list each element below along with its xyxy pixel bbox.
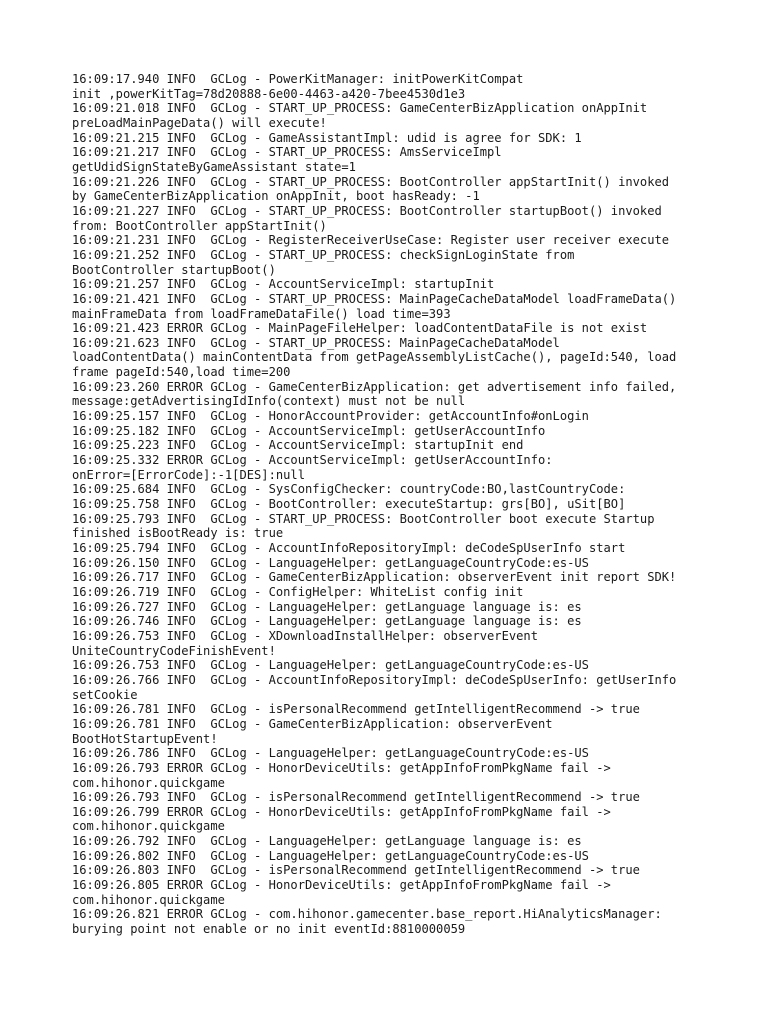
log-line: 16:09:26.799 ERROR GCLog - HonorDeviceUtils: getAppInfoFromPkgName fail -> bbox=[72, 804, 611, 819]
log-line: mainFrameData from loadFrameDataFile() load time=393 bbox=[72, 306, 451, 321]
log-line: 16:09:26.781 INFO GCLog - isPersonalRecommend getIntelligentRecommend -> true bbox=[72, 702, 640, 717]
log-line: BootHotStartupEvent! bbox=[72, 731, 218, 746]
log-line: 16:09:26.746 INFO GCLog - LanguageHelper: getLanguage language is: es bbox=[72, 614, 582, 629]
log-line: 16:09:25.223 INFO GCLog - AccountServiceImpl: startupInit end bbox=[72, 438, 524, 453]
log-line: 16:09:25.793 INFO GCLog - START_UP_PROCESS: BootController boot execute Startup bbox=[72, 511, 655, 526]
log-line: 16:09:17.940 INFO GCLog - PowerKitManager: initPowerKitCompat bbox=[72, 72, 524, 86]
log-line: 16:09:26.766 INFO GCLog - AccountInfoRepositoryImpl: deCodeSpUserInfo: getUserInfo bbox=[72, 672, 677, 687]
log-line: 16:09:26.150 INFO GCLog - LanguageHelper: getLanguageCountryCode:es-US bbox=[72, 555, 589, 570]
log-line: 16:09:21.217 INFO GCLog - START_UP_PROCESS: AmsServiceImpl bbox=[72, 145, 502, 160]
log-line: 16:09:21.421 INFO GCLog - START_UP_PROCESS: MainPageCacheDataModel loadFrameData() bbox=[72, 291, 677, 306]
log-line: 16:09:21.252 INFO GCLog - START_UP_PROCESS: checkSignLoginState from bbox=[72, 247, 575, 262]
log-line: onError=[ErrorCode]:-1[DES]:null bbox=[72, 467, 305, 482]
log-line: burying point not enable or no init eventId:8810000059 bbox=[72, 922, 466, 937]
log-line: message:getAdvertisingIdInfo(context) must not be null bbox=[72, 394, 466, 409]
log-line: finished isBootReady is: true bbox=[72, 526, 284, 541]
log-line: 16:09:21.226 INFO GCLog - START_UP_PROCESS: BootController appStartInit() invoked bbox=[72, 174, 670, 189]
log-line: 16:09:26.717 INFO GCLog - GameCenterBizApplication: observerEvent init report SDK! bbox=[72, 570, 677, 585]
log-line: frame pageId:540,load time=200 bbox=[72, 365, 291, 380]
log-line: 16:09:25.794 INFO GCLog - AccountInfoRepositoryImpl: deCodeSpUserInfo start bbox=[72, 541, 626, 555]
log-line: 16:09:25.332 ERROR GCLog - AccountServiceImpl: getUserAccountInfo: bbox=[72, 453, 553, 468]
log-line: 16:09:26.802 INFO GCLog - LanguageHelper: getLanguageCountryCode:es-US bbox=[72, 848, 589, 863]
log-line: init ,powerKitTag=78d20888-6e00-4463-a420-7bee4530d1e3 bbox=[72, 86, 466, 101]
log-line: com.hihonor.quickgame bbox=[72, 892, 225, 907]
log-line: 16:09:26.753 INFO GCLog - XDownloadInstallHelper: observerEvent bbox=[72, 628, 538, 643]
log-line: setCookie bbox=[72, 687, 138, 702]
log-line: preLoadMainPageData() will execute! bbox=[72, 115, 327, 130]
log-line: 16:09:25.758 INFO GCLog - BootController: executeStartup: grs[BO], uSit[BO] bbox=[72, 497, 626, 512]
log-line: 16:09:26.805 ERROR GCLog - HonorDeviceUtils: getAppInfoFromPkgName fail -> bbox=[72, 878, 611, 893]
log-line: BootController startupBoot() bbox=[72, 262, 276, 277]
log-line: getUdidSignStateByGameAssistant state=1 bbox=[72, 159, 356, 174]
log-line: 16:09:21.423 ERROR GCLog - MainPageFileHelper: loadContentDataFile is not exist bbox=[72, 321, 648, 336]
log-text-block bbox=[72, 72, 702, 937]
log-line: 16:09:23.260 ERROR GCLog - GameCenterBizApplication: get advertisement info failed, bbox=[72, 379, 677, 394]
log-line: 16:09:25.182 INFO GCLog - AccountServiceImpl: getUserAccountInfo bbox=[72, 423, 546, 438]
log-line: 16:09:26.753 INFO GCLog - LanguageHelper: getLanguageCountryCode:es-US bbox=[72, 658, 589, 673]
log-line: loadContentData() mainContentData from getPageAssemblyListCache(), pageId:540, load bbox=[72, 350, 677, 365]
log-line: 16:09:26.781 INFO GCLog - GameCenterBizApplication: observerEvent bbox=[72, 716, 553, 731]
log-line: 16:09:26.786 INFO GCLog - LanguageHelper: getLanguageCountryCode:es-US bbox=[72, 746, 589, 761]
log-line: com.hihonor.quickgame bbox=[72, 819, 225, 834]
log-line: 16:09:26.803 INFO GCLog - isPersonalRecommend getIntelligentRecommend -> true bbox=[72, 863, 640, 878]
log-line: UniteCountryCodeFinishEvent! bbox=[72, 643, 276, 658]
log-line: 16:09:26.821 ERROR GCLog - com.hihonor.gamecenter.base_report.HiAnalyticsManager: bbox=[72, 907, 662, 922]
log-line: 16:09:21.018 INFO GCLog - START_UP_PROCESS: GameCenterBizApplication onAppInit bbox=[72, 101, 648, 116]
log-line: by GameCenterBizApplication onAppInit, boot hasReady: -1 bbox=[72, 189, 480, 204]
log-line: 16:09:26.719 INFO GCLog - ConfigHelper: WhiteList config init bbox=[72, 584, 524, 599]
log-line: 16:09:26.727 INFO GCLog - LanguageHelper: getLanguage language is: es bbox=[72, 599, 582, 614]
log-line: 16:09:26.793 INFO GCLog - isPersonalRecommend getIntelligentRecommend -> true bbox=[72, 790, 640, 805]
log-line: 16:09:21.231 INFO GCLog - RegisterReceiverUseCase: Register user receiver execute bbox=[72, 233, 670, 248]
log-line: 16:09:21.215 INFO GCLog - GameAssistantImpl: udid is agree for SDK: 1 bbox=[72, 130, 582, 145]
log-line: from: BootController appStartInit() bbox=[72, 218, 327, 233]
log-line: com.hihonor.quickgame bbox=[72, 775, 225, 790]
log-line: 16:09:21.257 INFO GCLog - AccountServiceImpl: startupInit bbox=[72, 277, 495, 292]
log-line: 16:09:21.227 INFO GCLog - START_UP_PROCESS: BootController startupBoot() invoked bbox=[72, 203, 662, 218]
log-line: 16:09:25.684 INFO GCLog - SysConfigChecker: countryCode:BO,lastCountryCode: bbox=[72, 482, 626, 497]
log-line: 16:09:21.623 INFO GCLog - START_UP_PROCESS: MainPageCacheDataModel bbox=[72, 335, 560, 350]
log-line: 16:09:26.793 ERROR GCLog - HonorDeviceUtils: getAppInfoFromPkgName fail -> bbox=[72, 760, 611, 775]
log-line: 16:09:25.157 INFO GCLog - HonorAccountProvider: getAccountInfo#onLogin bbox=[72, 409, 589, 424]
log-line: 16:09:26.792 INFO GCLog - LanguageHelper: getLanguage language is: es bbox=[72, 834, 582, 849]
